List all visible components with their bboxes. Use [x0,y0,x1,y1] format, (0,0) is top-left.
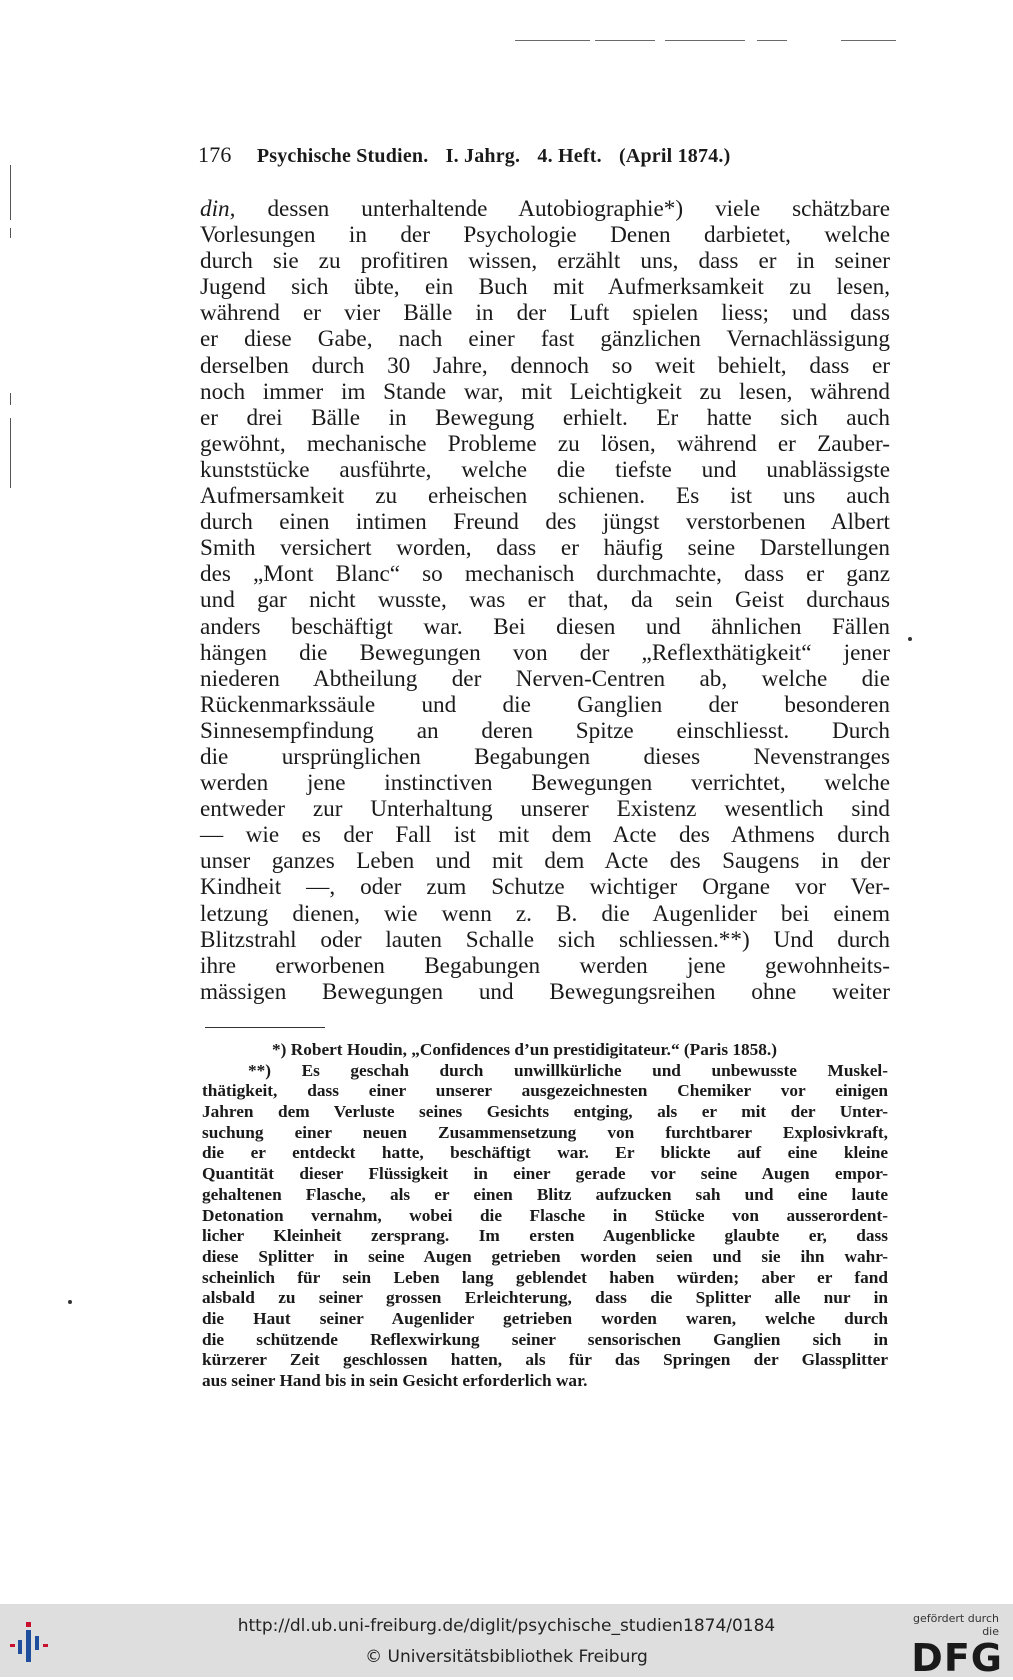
text-line: gewöhnt, mechanische Probleme zu lösen, während er Zauber- [200,430,890,457]
text-line: werden jene instinctiven Bewegungen verrichtet, welche [200,770,890,797]
text-line: Sinnesempfindung an deren Spitze einschliesst. Durch [200,717,890,744]
footnote-line: kürzerer Zeit geschlossen hatten, als für das Springen der Glassplitter [202,1350,888,1370]
footnotes [202,1040,888,1392]
text-line: Rückenmarkssäule und die Ganglien der besonderen [200,691,890,718]
text-line: derselben durch 30 Jahre, dennoch so weit behielt, dass er [200,352,890,379]
footnote-line: gehaltenen Flasche, als er einen Blitz aufzucken sah und eine laute [202,1184,888,1204]
text-line: anders beschäftigt war. Bei diesen und ähnlichen Fällen [200,613,890,640]
text-line: durch sie zu profitiren wissen, erzählt uns, dass er in seiner [200,248,890,275]
text-line: Jugend sich übte, ein Buch mit Aufmerksamkeit zu lesen, [200,274,890,301]
footer-bar [0,1604,1013,1680]
footnote-line: Jahren dem Verluste seines Gesichts entging, als er mit der Unter- [202,1102,888,1122]
text-line: Kindheit —, oder zum Schutze wichtiger Organe vor Ver- [200,874,890,901]
scan-speck [68,1300,72,1304]
text-line: durch einen intimen Freund des jüngst verstorbenen Albert [200,509,890,536]
text-line: ihre erworbenen Begabungen werden jene gewohnheits- [200,952,890,979]
scan-edge-mark [10,228,11,238]
text-line: er diese Gabe, nach einer fast gänzlichen Vernachlässigung [200,326,890,353]
scan-edge-mark [10,418,11,488]
text-line: während er vier Bälle in der Luft spielen liess; und dass [200,300,890,327]
footnote-line: licher Kleinheit zersprang. Im ersten Augenblicke glaubte er, dass [202,1226,888,1246]
source-url[interactable]: http://dl.ub.uni-freiburg.de/diglit/psychische_studien1874/0184 [237,1616,776,1636]
scan-speck [908,637,912,641]
text-line: Smith versichert worden, dass er häufig seine Darstellungen [200,535,890,562]
footnote-line: aus seiner Hand bis in sein Gesicht erforderlich war. [202,1371,588,1390]
text-line: niederen Abtheilung der Nerven-Centren ab, welche die [200,665,890,692]
text-line: die ursprünglichen Begabungen dieses Nevenstranges [200,743,890,770]
text-line: entweder zur Unterhaltung unserer Existenz wesentlich sind [200,796,890,823]
copyright-notice: © Universitätsbibliothek Freiburg [365,1647,648,1667]
italic-word: din, [200,196,236,222]
text-line: letzung dienen, wie wenn z. B. die Augenlider bei einem [200,900,890,927]
text-line: des „Mont Blanc“ so mechanisch durchmachte, dass er ganz [200,561,890,588]
dfg-wordmark: DFG [911,1636,1003,1680]
page-number: 176 [198,142,232,167]
issue-date: (April 1874.) [618,145,731,167]
footnote-line: Quantität dieser Flüssigkeit in einer gerade vor seine Augen empor- [202,1164,888,1184]
footnote-line: die schützende Reflexwirkung seiner sensorischen Ganglien sich in [202,1329,888,1349]
text-line: Aufmersamkeit zu erheischen schienen. Es ist uns auch [200,483,890,510]
text-line: kunststücke ausführte, welche die tiefste und unablässigste [200,456,890,483]
footnote-line: scheinlich für sein Leben lang geblendet haben würden; aber er fand [202,1267,888,1287]
footnote-line: die er entdeckt hatte, beschäftigt war. Er blickte auf eine kleine [202,1143,888,1163]
journal-title: Psychische Studien. [256,145,429,167]
text-line: und gar nicht wusste, was er that, da sein Geist durchaus [200,587,890,614]
issue: 4. Heft. [537,145,602,167]
text-line: — wie es der Fall ist mit dem Acte des Athmens durch [200,822,890,849]
text-line: unser ganzes Leben und mit dem Acte des Saugens in der [200,848,890,875]
text-line: hängen die Bewegungen von der „Reflexthätigkeit“ jener [200,639,890,666]
dfg-logo [895,1612,1003,1678]
text-line: Vorlesungen in der Psychologie Denen darbietet, welche [200,222,890,249]
volume: I. Jahrg. [445,145,521,167]
footnote-line: suchung einer neuen Zusammensetzung von furchtbarer Explosivkraft, [202,1122,888,1142]
footnote-line: die Haut seiner Augenlider getrieben worden waren, welche durch [202,1308,888,1328]
text-line: din, dessen unterhaltende Autobiographie*) viele schätzbare [200,196,890,222]
text-line: er drei Bälle in Bewegung erhielt. Er hatte sich auch [200,404,890,431]
scan-edge-mark [10,165,11,220]
footnote-rule [205,1027,325,1028]
top-scan-rules [515,40,895,44]
dfg-caption: gefördert durch die [912,1612,999,1638]
main-text [200,196,890,1005]
footnote-line: *) Robert Houdin, „Confidences d’un prestidigitateur.“ (Paris 1858.) [272,1040,778,1059]
running-header [198,142,898,168]
text-line: mässigen Bewegungen und Bewegungsreihen ohne weiter [200,978,890,1005]
footnote-line: **) Es geschah durch unwillkürliche und unbewusste Muskel- [248,1060,888,1080]
text-line: Blitzstrahl oder lauten Schalle sich schliessen.**) Und durch [200,926,890,953]
footnote-line: alsbald zu seiner grossen Erleichterung, dass die Splitter alle nur in [202,1288,888,1308]
footnote-line: thätigkeit, dass einer unserer ausgezeichnesten Chemiker vor einigen [202,1081,888,1101]
footnote-line: Detonation vernahm, wobei die Flasche in Stücke von ausserordent- [202,1205,888,1225]
scan-edge-mark [10,393,11,405]
footnote-line: diese Splitter in seine Augen getrieben worden seien und sie ihn wahr- [202,1246,888,1266]
text-line: noch immer im Stande war, mit Leichtigkeit zu lesen, während [200,378,890,405]
